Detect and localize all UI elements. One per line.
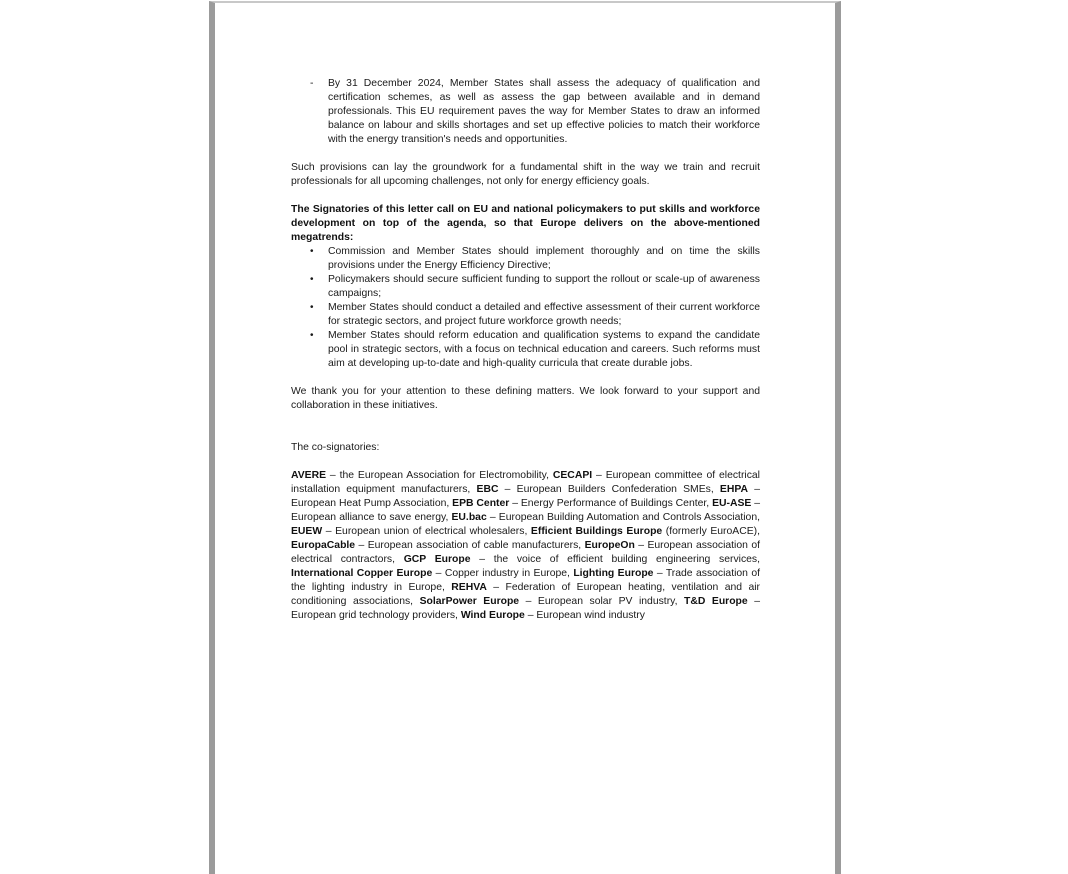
signatory-name: EuropeOn <box>584 540 635 551</box>
signatory-name: EuropaCable <box>291 540 356 551</box>
signatory-name: Efficient Buildings Europe <box>530 526 663 537</box>
signatory-name: Lighting Europe <box>573 568 654 579</box>
provisions-paragraph: Such provisions can lay the groundwork for a fundamental shift in the way we train and recruit professionals for all upcoming challenges, not only for energy efficiency goals. <box>291 162 760 187</box>
signatory-desc: (formerly EuroACE), <box>662 526 761 537</box>
signatory-name: EBC <box>476 484 499 495</box>
signatory-name: EHPA <box>719 484 749 495</box>
bullet-marker: • <box>310 274 314 285</box>
signatory-name: REHVA <box>451 582 487 593</box>
signatory-name: Wind Europe <box>460 610 525 621</box>
bullet-item <box>291 329 760 371</box>
bullet-text: Commission and Member States should implement thoroughly and on time the skills provisions under the Energy Efficiency Directive; <box>328 246 760 271</box>
signatory-name: CECAPI <box>552 470 593 481</box>
signatory-desc: – European association of cable manufacturers, <box>355 540 585 551</box>
signatory-desc: – European union of electrical wholesalers, <box>322 526 531 537</box>
signatory-desc: – European association of electrical contractors, <box>291 540 761 565</box>
dash-list-item <box>291 77 760 147</box>
signatory-desc: – European wind industry <box>524 610 645 621</box>
signatory-desc: – European Building Automation and Controls Association, <box>486 512 760 523</box>
signatory-desc: – European committee of electrical installation equipment manufacturers, <box>291 470 760 495</box>
dash-marker: - <box>310 78 314 89</box>
bullet-marker: • <box>310 302 314 313</box>
thanks-paragraph: We thank you for your attention to these defining matters. We look forward to your support and collaboration in these initiatives. <box>291 386 760 411</box>
signatory-name: T&D Europe <box>684 596 748 607</box>
signatory-name: GCP Europe <box>403 554 471 565</box>
signatory-name: AVERE <box>291 470 327 481</box>
signatory-desc: – European Heat Pump Association, <box>291 484 760 509</box>
bullet-text: Member States should conduct a detailed and effective assessment of their current workforce for strategic sectors, and project future workforce growth needs; <box>328 302 760 327</box>
bullet-item <box>291 273 760 301</box>
signatory-name: EU.bac <box>451 512 487 523</box>
dash-item-text: By 31 December 2024, Member States shall assess the adequacy of qualification and certification schemes, as well as assess the gap between available and in demand professionals. This EU requirement paves the way for Member States to draw an informed balance on labour and skills shortages and set up effective policies to match their workforce with the energy transition's needs and opportunities. <box>328 78 760 145</box>
bullet-item <box>291 301 760 329</box>
signatory-name: EUEW <box>291 526 323 537</box>
bullet-marker: • <box>310 246 314 257</box>
signatory-desc: – European solar PV industry, <box>519 596 684 607</box>
signatory-desc: – Trade association of the lighting industry in Europe, <box>291 568 760 593</box>
bullet-text: Policymakers should secure sufficient funding to support the rollout or scale-up of awareness campaigns; <box>328 274 760 299</box>
signatory-desc: – the European Association for Electromobility, <box>326 470 553 481</box>
signatory-name: EPB Center <box>452 498 510 509</box>
cosignatories-label: The co-signatories: <box>291 442 380 453</box>
page-content <box>291 77 760 623</box>
bullet-item <box>291 245 760 273</box>
signatory-desc: – Federation of European heating, ventilation and air conditioning associations, <box>291 582 760 607</box>
signatory-desc: – European grid technology providers, <box>291 596 760 621</box>
signatory-desc: – European Builders Confederation SMEs, <box>498 484 720 495</box>
signatory-desc: – European alliance to save energy, <box>291 498 760 523</box>
signatory-name: SolarPower Europe <box>419 596 520 607</box>
signatory-desc: – Copper industry in Europe, <box>432 568 574 579</box>
signatory-desc: – the voice of efficient building engineering services, <box>470 554 760 565</box>
signatory-desc: – Energy Performance of Buildings Center, <box>509 498 713 509</box>
call-heading: The Signatories of this letter call on EU and national policymakers to put skills and workforce development on top of the agenda, so that Europe delivers on the above-mentioned megatrends: <box>291 204 760 243</box>
bullet-marker: • <box>310 330 314 341</box>
signatory-name: EU-ASE <box>712 498 752 509</box>
signatory-name: International Copper Europe <box>291 568 433 579</box>
signatories-paragraph <box>291 469 760 623</box>
bullet-text: Member States should reform education and qualification systems to expand the candidate pool in strategic sectors, with a focus on technical education and careers. Such reforms must aim at developing up-to-date and high-quality curricula that create durable jobs. <box>328 330 760 369</box>
